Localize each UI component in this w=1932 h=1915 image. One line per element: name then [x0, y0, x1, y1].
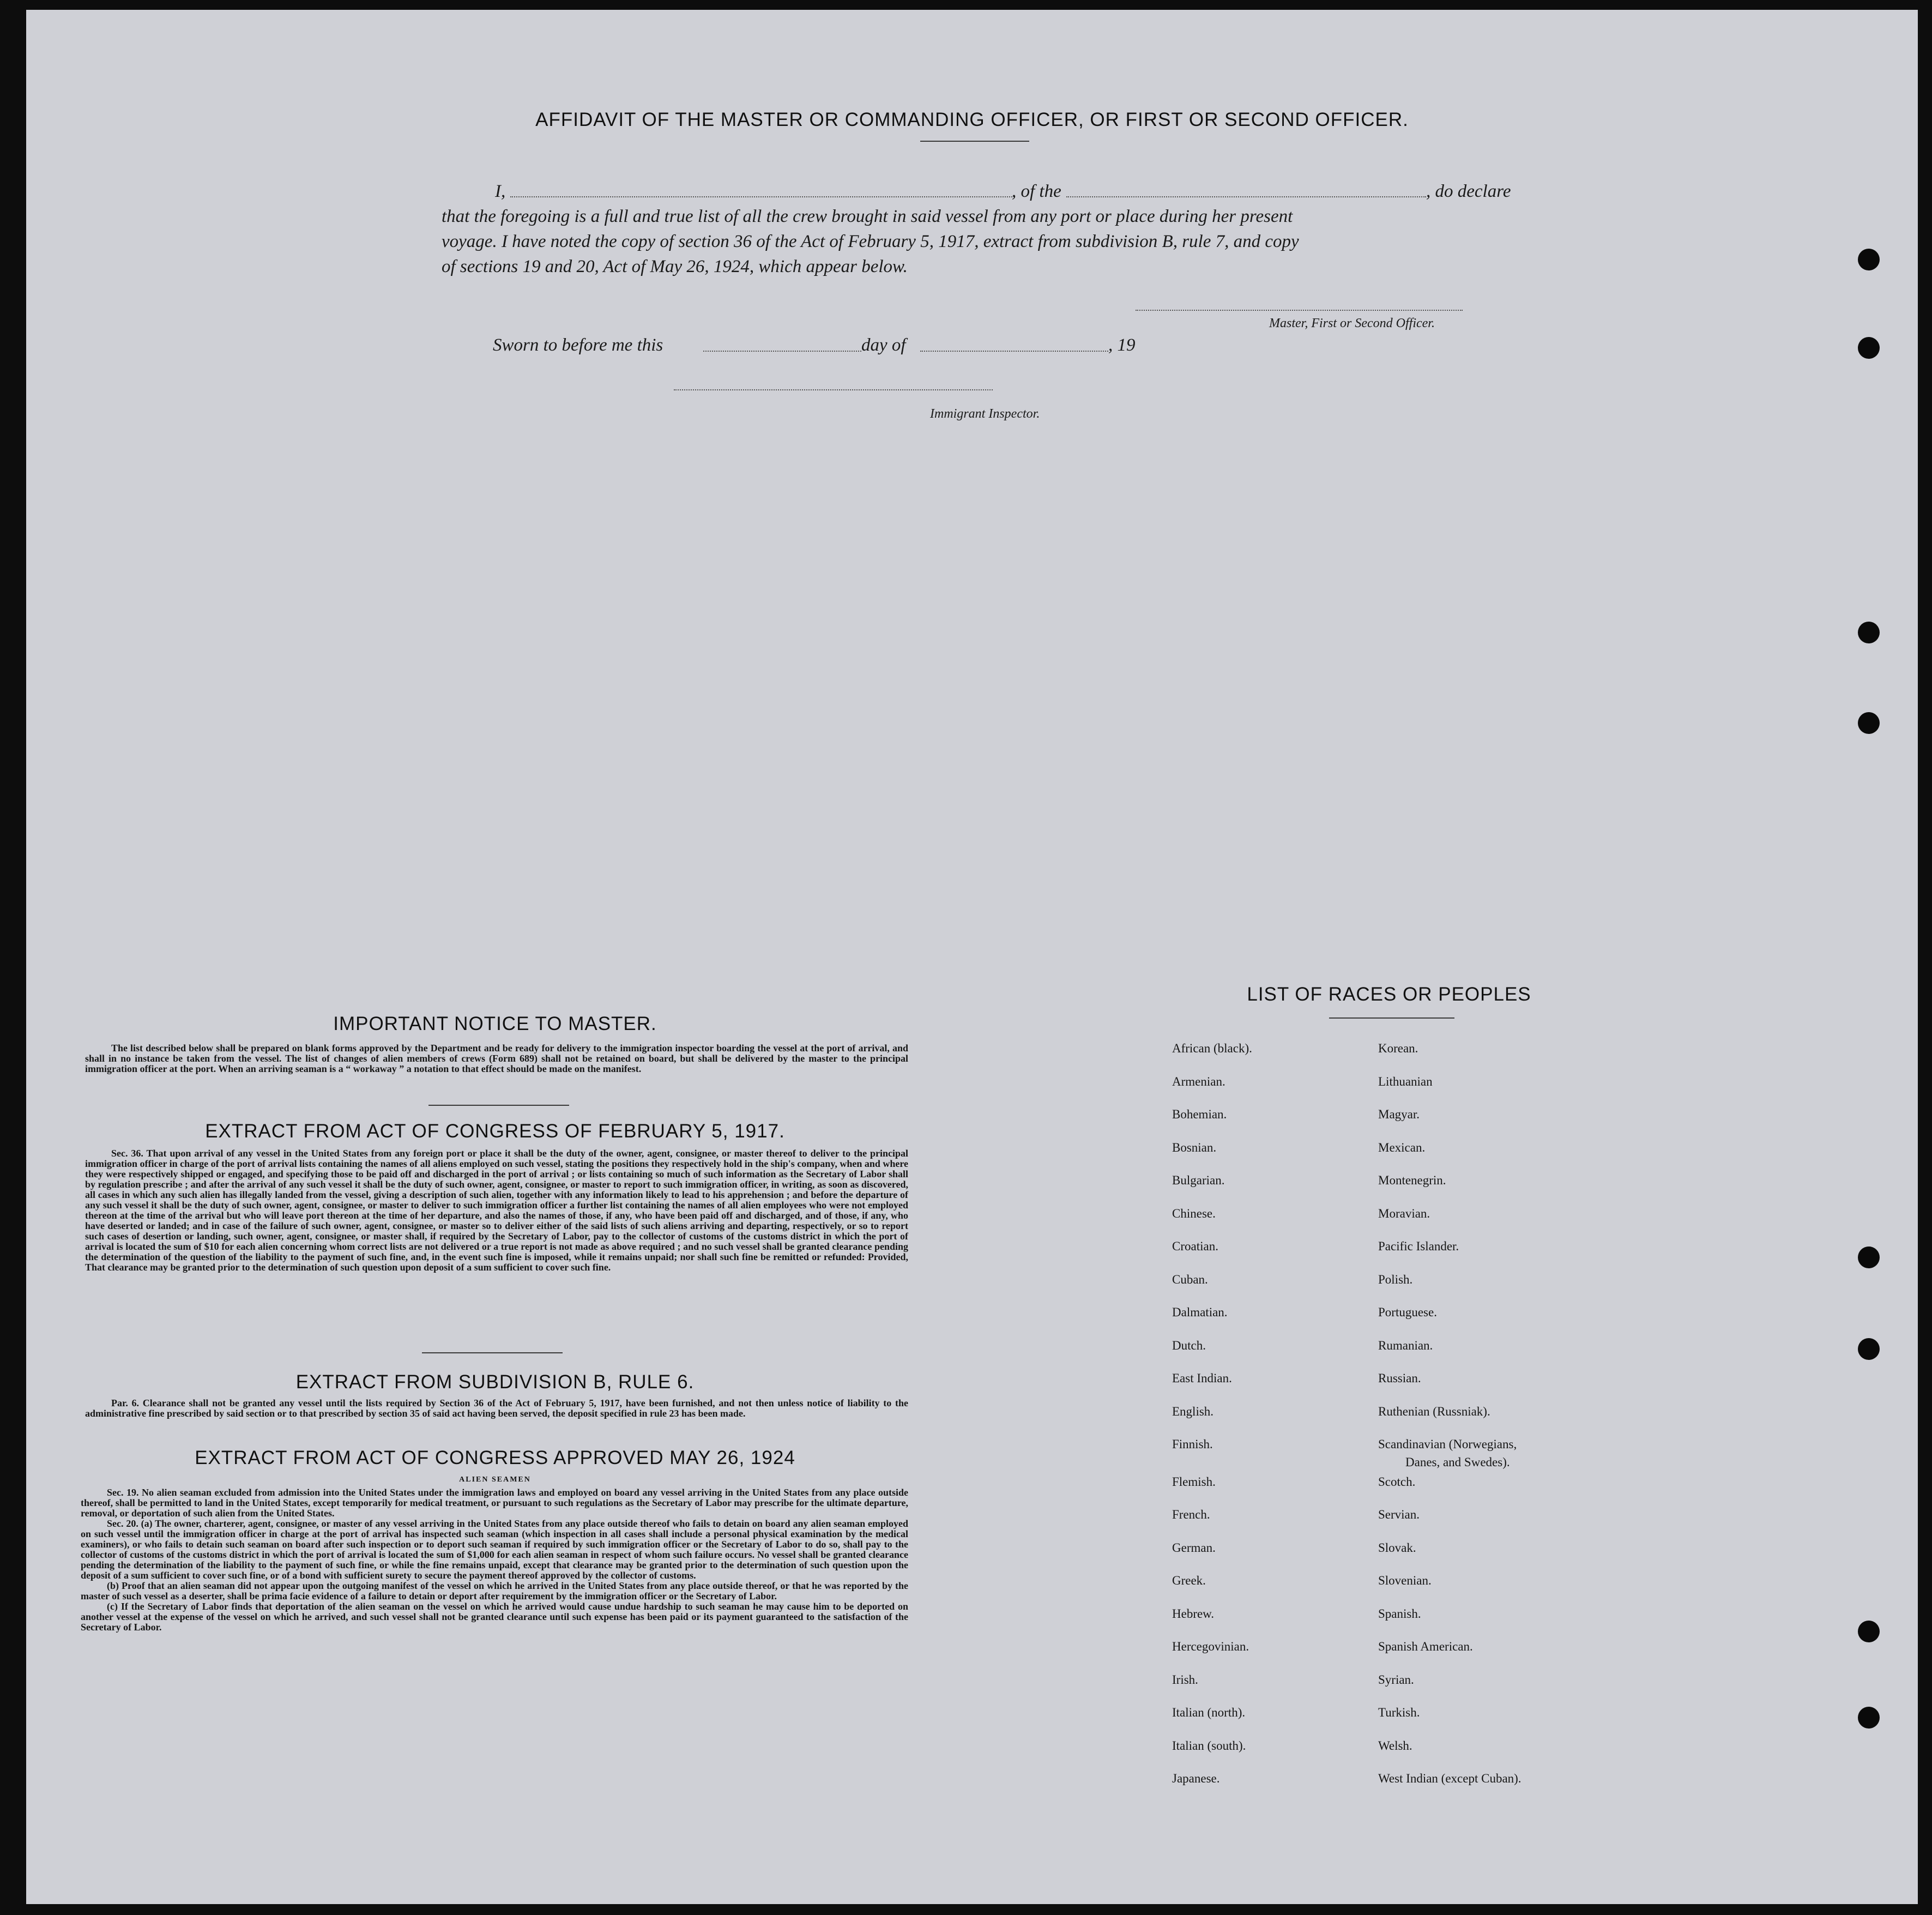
race-item: Pacific Islander. [1378, 1239, 1459, 1253]
race-item: Hercegovinian. [1172, 1640, 1249, 1653]
race-item: Syrian. [1378, 1672, 1414, 1687]
race-item: Spanish. [1378, 1606, 1421, 1621]
races-title: LIST OF RACES OR PEOPLES [1247, 984, 1531, 1005]
par6-paragraph: Par. 6. Clearance shall not be granted any vessel until the lists required by Section 36 of the Act of February 5, 1917, have been furnished, and not then unless notice of liability to the administrative fine prescribed by said section or to that prescribed by section 35 of said act having been served, the deposit specified in rule 23 has been made. [85, 1398, 908, 1419]
extract-1917-text [85, 1148, 908, 1273]
race-item: Slovak. [1378, 1540, 1416, 1555]
day-of-label: day of [861, 335, 906, 355]
inspector-caption: Immigrant Inspector. [930, 407, 1040, 421]
race-item: Finnish. [1172, 1437, 1213, 1451]
race-item: Flemish. [1172, 1474, 1216, 1489]
race-item: Rumanian. [1378, 1338, 1433, 1352]
race-item: Scandinavian (Norwegians, [1378, 1437, 1517, 1451]
binder-hole [1858, 622, 1880, 643]
sec19-paragraph: Sec. 19. No alien seaman excluded from admission into the United States under the immigration laws and employed on board any vessel arriving in the United States from any place outside thereof, shall be permitted to land in the United States, except temporarily for medical treatment, or pursuant to such regulations as the Secretary of Labor may prescribe for the ultimate departure, removal, or deportation of such alien from the United States. [81, 1487, 908, 1519]
race-item: Moravian. [1378, 1206, 1430, 1220]
race-item: Spanish American. [1378, 1640, 1473, 1653]
sec20c-paragraph: (c) If the Secretary of Labor finds that deportation of the alien seaman on the vessel on which he arrived would cause undue hardship to such seaman he may cause him to be deported on another vessel at the expense of the vessel on which he arrived, and such vessel shall not be granted clearance until such expense has been paid or its payment guaranteed to the satisfaction of the Secretary of Labor. [81, 1601, 908, 1633]
race-item: East Indian. [1172, 1371, 1232, 1385]
race-item: Turkish. [1378, 1706, 1420, 1719]
section-divider-1 [428, 1105, 569, 1106]
race-item: Bosnian. [1172, 1140, 1217, 1154]
affidavit-body-line1: that the foregoing is a full and true list of all the crew brought in said vessel from any port or place during her present [442, 207, 1293, 226]
race-item: Dalmatian. [1172, 1305, 1228, 1319]
name-blank[interactable] [510, 196, 1015, 197]
binder-hole [1858, 1338, 1880, 1360]
race-item: German. [1172, 1540, 1216, 1555]
race-item: Bohemian. [1172, 1107, 1227, 1121]
race-item: Portuguese. [1378, 1305, 1437, 1319]
affidavit-title: AFFIDAVIT OF THE MASTER OR COMMANDING OFFICER, OR FIRST OR SECOND OFFICER. [535, 109, 1409, 130]
race-item: Ruthenian (Russniak). [1378, 1404, 1490, 1418]
race-item: Greek. [1172, 1574, 1206, 1587]
race-item: Italian (south). [1172, 1738, 1246, 1753]
race-item: Italian (north). [1172, 1706, 1246, 1719]
binder-hole [1858, 1621, 1880, 1642]
race-item: Scotch. [1378, 1474, 1416, 1489]
notice-title: IMPORTANT NOTICE TO MASTER. [333, 1013, 657, 1034]
race-item: Korean. [1378, 1041, 1418, 1055]
race-item: French. [1172, 1508, 1210, 1521]
race-item: Servian. [1378, 1508, 1420, 1521]
officer-signature-caption: Master, First or Second Officer. [1269, 316, 1435, 330]
sec20b-paragraph: (b) Proof that an alien seaman did not appear upon the outgoing manifest of the vessel on which he arrived in the United States from any place outside thereof, or that he was reported by the master of such vessel as a deserter, shall be prima facie evidence of a failure to detain or deport after requirement by the immigration officer or the Secretary of Labor. [81, 1580, 908, 1601]
section-divider-2 [422, 1352, 563, 1353]
rule6-title: EXTRACT FROM SUBDIVISION B, RULE 6. [295, 1371, 695, 1393]
i-label: I, [495, 182, 506, 201]
binder-hole [1858, 712, 1880, 734]
binder-hole [1858, 1707, 1880, 1729]
year-label: , 19 [1108, 335, 1136, 355]
race-item: Lithuanian [1378, 1074, 1433, 1088]
race-item: Welsh. [1378, 1738, 1412, 1753]
race-item: Hebrew. [1172, 1606, 1215, 1621]
race-item: Croatian. [1172, 1239, 1218, 1253]
extract-1924-text [81, 1488, 908, 1633]
race-item: Russian. [1378, 1371, 1421, 1385]
race-item: West Indian (except Cuban). [1378, 1772, 1522, 1785]
affidavit-body-line2: voyage. I have noted the copy of section 36 of the Act of February 5, 1917, extract from subdivision B, rule 7, and copy [442, 232, 1299, 251]
race-item: Mexican. [1378, 1140, 1426, 1154]
form-page [26, 10, 1918, 1904]
officer-signature-blank[interactable] [1136, 310, 1463, 311]
sec20a-paragraph: Sec. 20. (a) The owner, charterer, agent, consignee, or master of any vessel arriving in the United States from any place outside thereof who fails to detain on board any alien seaman employed on such vessel until the immigration officer in charge at the port of arrival has inspected such seaman (which inspection in all cases shall include a personal physical examination by the medical examiners), or who fails to detain such seaman on board after such inspection or to deport such seaman if required by such immigration officer or the Secretary of Labor to do so, shall pay to the collector of customs of the customs district in which the port of arrival is located the sum of $1,000 for each alien seaman in respect of whom such failure occurs. No vessel shall be granted clearance pending the determination of the liability to the payment of such fine, or while the fine remains unpaid, except that clearance may be granted prior to the determination of such question upon the deposit of a sum sufficient to cover such fine, or of a bond with sufficient surety to secure the payment thereof approved by the collector of customs. [81, 1518, 908, 1581]
race-item: Polish. [1378, 1272, 1413, 1286]
race-item: Bulgarian. [1172, 1173, 1225, 1187]
sworn-month-blank[interactable] [920, 351, 1108, 352]
binder-hole [1858, 249, 1880, 270]
alien-seamen-subtitle: ALIEN SEAMEN [459, 1476, 531, 1484]
notice-paragraph: The list described below shall be prepared on blank forms approved by the Department and be ready for delivery to the immigration inspector boarding the vessel at the port of arrival, and shall in no instance be taken from the vessel. The list of changes of alien members of crews (Form 689) shall not be retained on board, but shall be delivered by the master to the principal immigration officer at the port. When an arriving seaman is a “ workaway ” a notation to that effect should be made on the manifest. [85, 1043, 908, 1074]
inspector-signature-blank[interactable] [674, 389, 993, 390]
binder-hole [1858, 337, 1880, 359]
races-divider [1329, 1017, 1454, 1019]
extract-1924-title: EXTRACT FROM ACT OF CONGRESS APPROVED MAY 26, 1924 [195, 1447, 795, 1468]
race-item: Armenian. [1172, 1074, 1225, 1088]
sworn-label: Sworn to before me this [493, 335, 663, 355]
title-divider [920, 141, 1029, 142]
binder-hole [1858, 1246, 1880, 1268]
race-item: English. [1172, 1404, 1214, 1418]
rule6-text [85, 1398, 908, 1419]
race-item: Dutch. [1172, 1338, 1206, 1352]
sworn-day-blank[interactable] [703, 351, 861, 352]
race-item: Montenegrin. [1378, 1173, 1446, 1187]
race-item: Magyar. [1378, 1107, 1420, 1121]
affidavit-body-line3: of sections 19 and 20, Act of May 26, 1924, which appear below. [442, 257, 908, 276]
race-item-scandinavian-cont: Danes, and Swedes). [1405, 1455, 1510, 1469]
extract-1917-title: EXTRACT FROM ACT OF CONGRESS OF FEBRUARY 5, 1917. [205, 1121, 785, 1142]
race-item: Irish. [1172, 1672, 1198, 1687]
of-the-label: , of the [1012, 182, 1061, 201]
notice-text [85, 1043, 908, 1074]
race-item: African (black). [1172, 1041, 1252, 1055]
sec36-paragraph: Sec. 36. That upon arrival of any vessel in the United States from any foreign port or place it shall be the duty of the owner, agent, consignee, or master thereof to deliver to the principal immigration officer in charge of the port of arrival lists containing the names of all aliens employed on such vessel, stating the positions they respectively hold in the ship's company, when and where they were respectively shipped or engaged, and specifying those to be paid off and discharged in the port of arrival ; or lists containing so much of such information as the Secretary of Labor shall by regulation prescribe ; and after the arrival of any such vessel it shall be the duty of such owner, agent, consignee, or master to report to such immigration officer, in writing, as soon as discovered, all cases in which any such alien has illegally landed from the vessel, giving a description of such alien, together with any information likely to lead to his apprehension ; and before the departure of any such vessel it shall be the duty of such owner, agent, consignee, or master to deliver to such immigration officer a further list containing the names of all alien employees who were not employed thereon at the time of the arrival but who will leave port thereon at the time of her departure, and also the names of those, if any, who have been paid off and discharged, and of those, if any, who have deserted or landed; and in case of the failure of such owner, agent, consignee, or master so to deliver either of the said lists of such aliens arriving and departing, respectively, or so to report such cases of desertion or landing, such owner, agent, consignee, or master shall, if required by the Secretary of Labor, pay to the collector of customs of the customs district in which the port of arrival is located the sum of $10 for each alien concerning whom correct lists are not delivered or a true report is not made as above required ; and no such vessel shall be granted clearance pending the determination of the question of the liability to the payment of such fine, and, in the event such fine is imposed, while it remains unpaid; nor shall such fine be remitted or refunded: Provided, That clearance may be granted prior to the determination of such question upon deposit of a sum sufficient to cover such fine. [85, 1148, 909, 1273]
do-declare-label: , do declare [1426, 182, 1511, 201]
race-item: Japanese. [1172, 1772, 1220, 1785]
race-item: Chinese. [1172, 1206, 1216, 1220]
race-item: Cuban. [1172, 1272, 1208, 1286]
race-item: Slovenian. [1378, 1574, 1432, 1587]
vessel-blank[interactable] [1066, 196, 1426, 197]
